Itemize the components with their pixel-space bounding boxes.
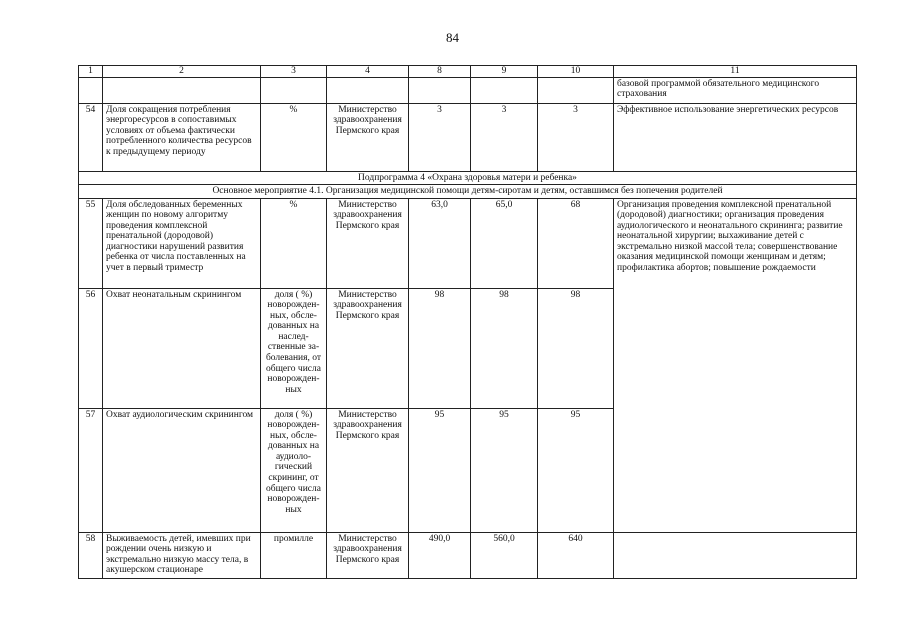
indicator-name: Выживаемость детей, имевших при рождении очень низкую и экстремально низкую массу тела, в акушерском стационаре [103, 532, 261, 578]
value-col10: 3 [538, 103, 614, 171]
continuation-row [79, 77, 857, 103]
main-event-row [79, 185, 857, 199]
expected-result: Эффективное использование энергетических ресурсов [614, 103, 857, 171]
unit: % [261, 198, 327, 288]
col-header-9: 9 [471, 66, 538, 78]
executor: Министерство здравоохранения Пермского края [327, 408, 409, 532]
col-header-11: 11 [614, 66, 857, 78]
expected-result: Организация проведения комплексной пренатальной (дородовой) диагностики; организация проведения аудиологического и неонатального скрининга; развитие неонатальной хирургии; выхаживание детей с экстремально низкой массой тела; совершенствование оказания медицинской помощи женщинам и детям; профилактика абортов; повышение рождаемости [614, 198, 857, 532]
row-number: 58 [79, 532, 103, 578]
value-col10: 640 [538, 532, 614, 578]
expected-result [614, 532, 857, 578]
row-number: 56 [79, 288, 103, 408]
value-col8: 63,0 [409, 198, 471, 288]
col-header-8: 8 [409, 66, 471, 78]
executor: Министерство здравоохранения Пермского края [327, 532, 409, 578]
col-header-2: 2 [103, 66, 261, 78]
indicator-name: Охват неонатальным скринингом [103, 288, 261, 408]
column-header-row [79, 66, 857, 78]
value-col8: 490,0 [409, 532, 471, 578]
col-header-1: 1 [79, 66, 103, 78]
value-col9: 98 [471, 288, 538, 408]
value-col9: 560,0 [471, 532, 538, 578]
value-col8: 95 [409, 408, 471, 532]
executor: Министерство здравоохранения Пермского края [327, 103, 409, 171]
unit: промилле [261, 532, 327, 578]
indicator-name: Охват аудиологическим скринингом [103, 408, 261, 532]
row-number: 54 [79, 103, 103, 171]
col-header-4: 4 [327, 66, 409, 78]
executor: Министерство здравоохранения Пермского края [327, 198, 409, 288]
table-row [79, 198, 857, 288]
indicator-name: Доля обследованных беременных женщин по новому алгоритму проведения комплексной пренатальной (дородовой) диагностики нарушений развития ребенка от числа поставленных на учет в первый триместр [103, 198, 261, 288]
subprogram-title: Подпрограмма 4 «Охрана здоровья матери и ребенка» [79, 171, 857, 185]
value-col9: 95 [471, 408, 538, 532]
value-col8: 3 [409, 103, 471, 171]
unit: доля ( %) новорожден-ных, обсле-дованных на наслед-ственные за-болевания, от общего числа новорожден-ных [261, 288, 327, 408]
value-col10: 98 [538, 288, 614, 408]
col-header-10: 10 [538, 66, 614, 78]
main-event-title: Основное мероприятие 4.1. Организация медицинской помощи детям-сиротам и детям, оставшимся без попечения родителей [79, 185, 857, 199]
value-col9: 65,0 [471, 198, 538, 288]
value-col10: 68 [538, 198, 614, 288]
value-col9: 3 [471, 103, 538, 171]
indicator-name: Доля сокращения потребления энергоресурсов в сопоставимых условиях от объема фактически потребленного количества ресурсов к предыдущему периоду [103, 103, 261, 171]
table-row [79, 103, 857, 171]
page-number: 84 [446, 30, 459, 45]
subprogram-row [79, 171, 857, 185]
continuation-result: базовой программой обязательного медицинского страхования [614, 77, 857, 103]
row-number: 57 [79, 408, 103, 532]
table-row [79, 532, 857, 578]
col-header-3: 3 [261, 66, 327, 78]
unit: % [261, 103, 327, 171]
indicators-table [78, 65, 857, 579]
unit: доля ( %) новорожден-ных, обсле-дованных на аудиоло-гический скрининг, от общего числа новорожден-ных [261, 408, 327, 532]
executor: Министерство здравоохранения Пермского края [327, 288, 409, 408]
value-col8: 98 [409, 288, 471, 408]
value-col10: 95 [538, 408, 614, 532]
row-number: 55 [79, 198, 103, 288]
